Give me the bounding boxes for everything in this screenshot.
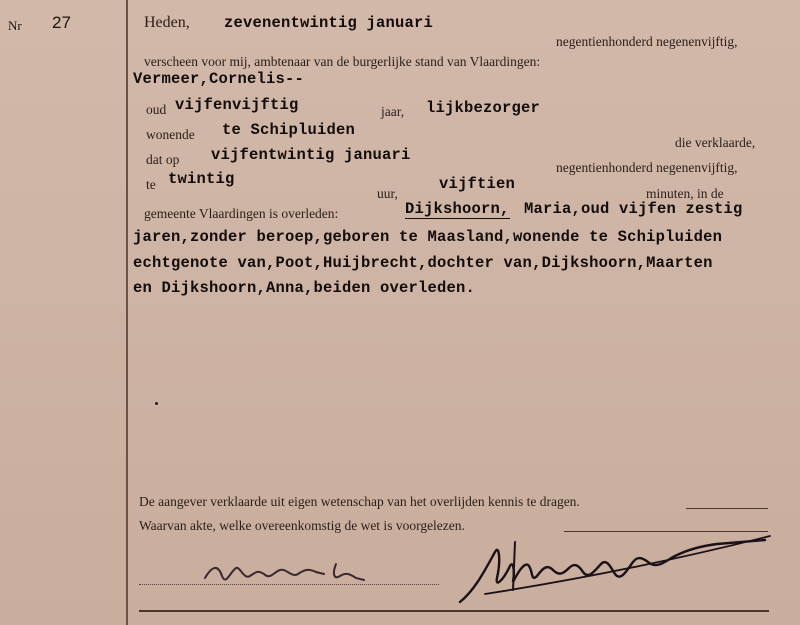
death-year: negentienhonderd negenenvijftig, — [556, 160, 738, 175]
hour-label: uur, — [377, 186, 398, 201]
deceased-line-3: echtgenote van,Poot,Huijbrecht,dochter van,Dijkshoorn,Maarten — [133, 254, 713, 272]
deceased-line-4: en Dijkshoorn,Anna,beiden overleden. — [133, 279, 476, 297]
death-minutes: vijftien — [439, 175, 516, 193]
residence-label: wonende — [146, 127, 195, 142]
record-year: negentienhonderd negenenvijftig, — [556, 34, 738, 49]
record-number-value: 27 — [52, 13, 71, 32]
dat-op-label: dat op — [146, 152, 180, 167]
declared-text: die verklaarde, — [675, 135, 756, 150]
official-signature — [455, 530, 775, 610]
minutes-label: minuten, in de — [646, 186, 724, 201]
years-label: jaar, — [381, 104, 405, 119]
declarant-name: Vermeer,Cornelis-- — [133, 70, 305, 88]
deceased-surname: Dijkshoorn, — [405, 200, 510, 218]
appeared-text: verscheen voor mij, ambtenaar van de burgerlijke stand van Vlaardingen: — [144, 54, 541, 69]
record-number-label: Nr — [8, 18, 22, 33]
bottom-rule — [139, 610, 769, 612]
place-label: gemeente Vlaardingen is overleden: — [144, 206, 339, 221]
declarant-occupation: lijkbezorger — [426, 99, 541, 117]
te-label: te — [146, 177, 156, 192]
declarant-residence: te Schipluiden — [222, 121, 356, 139]
age-label: oud — [146, 102, 167, 117]
deceased-details: Maria,oud vijfen zestig — [524, 200, 743, 218]
death-date: vijfentwintig januari — [211, 146, 411, 164]
statement-rule — [686, 508, 768, 509]
declarant-age: vijfenvijftig — [175, 96, 299, 114]
margin-rule — [126, 0, 128, 625]
death-hour: twintig — [168, 170, 235, 188]
deceased-line-2: jaren,zonder beroep,geboren te Maasland,wonende te Schipluiden — [133, 228, 723, 246]
declarant-signature — [200, 556, 370, 592]
record-date: zevenentwintig januari — [224, 14, 434, 32]
ink-speck — [155, 402, 158, 405]
heden-label: Heden, — [144, 14, 190, 31]
declaration-statement: De aangever verklaarde uit eigen wetenschap van het overlijden kennis te dragen. — [139, 494, 580, 509]
read-statement: Waarvan akte, welke overeenkomstig de wet is voorgelezen. — [139, 518, 465, 533]
